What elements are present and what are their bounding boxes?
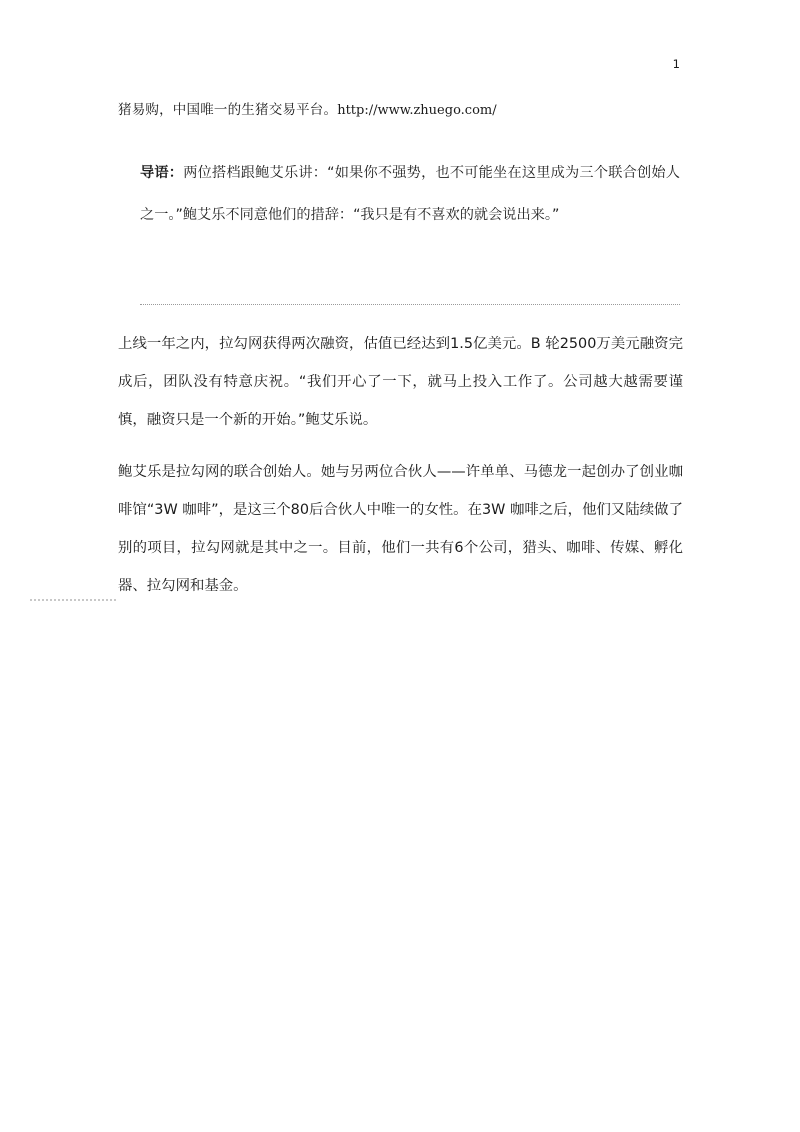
header-text: 猪易购，中国唯一的生猪交易平台。 <box>118 102 338 118</box>
lead-text: 两位搭档跟鲍艾乐讲：“如果你不强势，也不可能坐在这里成为三个联合创始人之一。”鲍艾乐不同意他们的措辞：“我只是有不喜欢的就会说出来。” <box>140 165 680 223</box>
document-header <box>118 98 698 118</box>
body-paragraph-1: 上线一年之内，拉勾网获得两次融资，估值已经达到1.5亿美元。B 轮2500万美元融资完成后，团队没有特意庆祝。“我们开心了一下，就马上投入工作了。公司越大越需要谨慎，融资只是一个新的开始。”鲍艾乐说。 <box>118 336 683 428</box>
page-number: 1 <box>672 57 680 71</box>
margin-dotted-mark <box>30 598 116 601</box>
section-divider <box>140 303 680 305</box>
header-url[interactable]: http://www.zhuego.com/ <box>337 103 497 118</box>
lead-paragraph <box>140 152 680 236</box>
lead-label: 导语： <box>140 165 184 181</box>
body-paragraph-2: 鲍艾乐是拉勾网的联合创始人。她与另两位合伙人——许单单、马德龙一起创办了创业咖啡馆“3W 咖啡”，是这三个80后合伙人中唯一的女性。在3W 咖啡之后，他们又陆续做了别的项目，拉勾网就是其中之一。目前，他们一共有6个公司，猎头、咖啡、传媒、孵化器、拉勾网和基金。 <box>118 464 683 594</box>
